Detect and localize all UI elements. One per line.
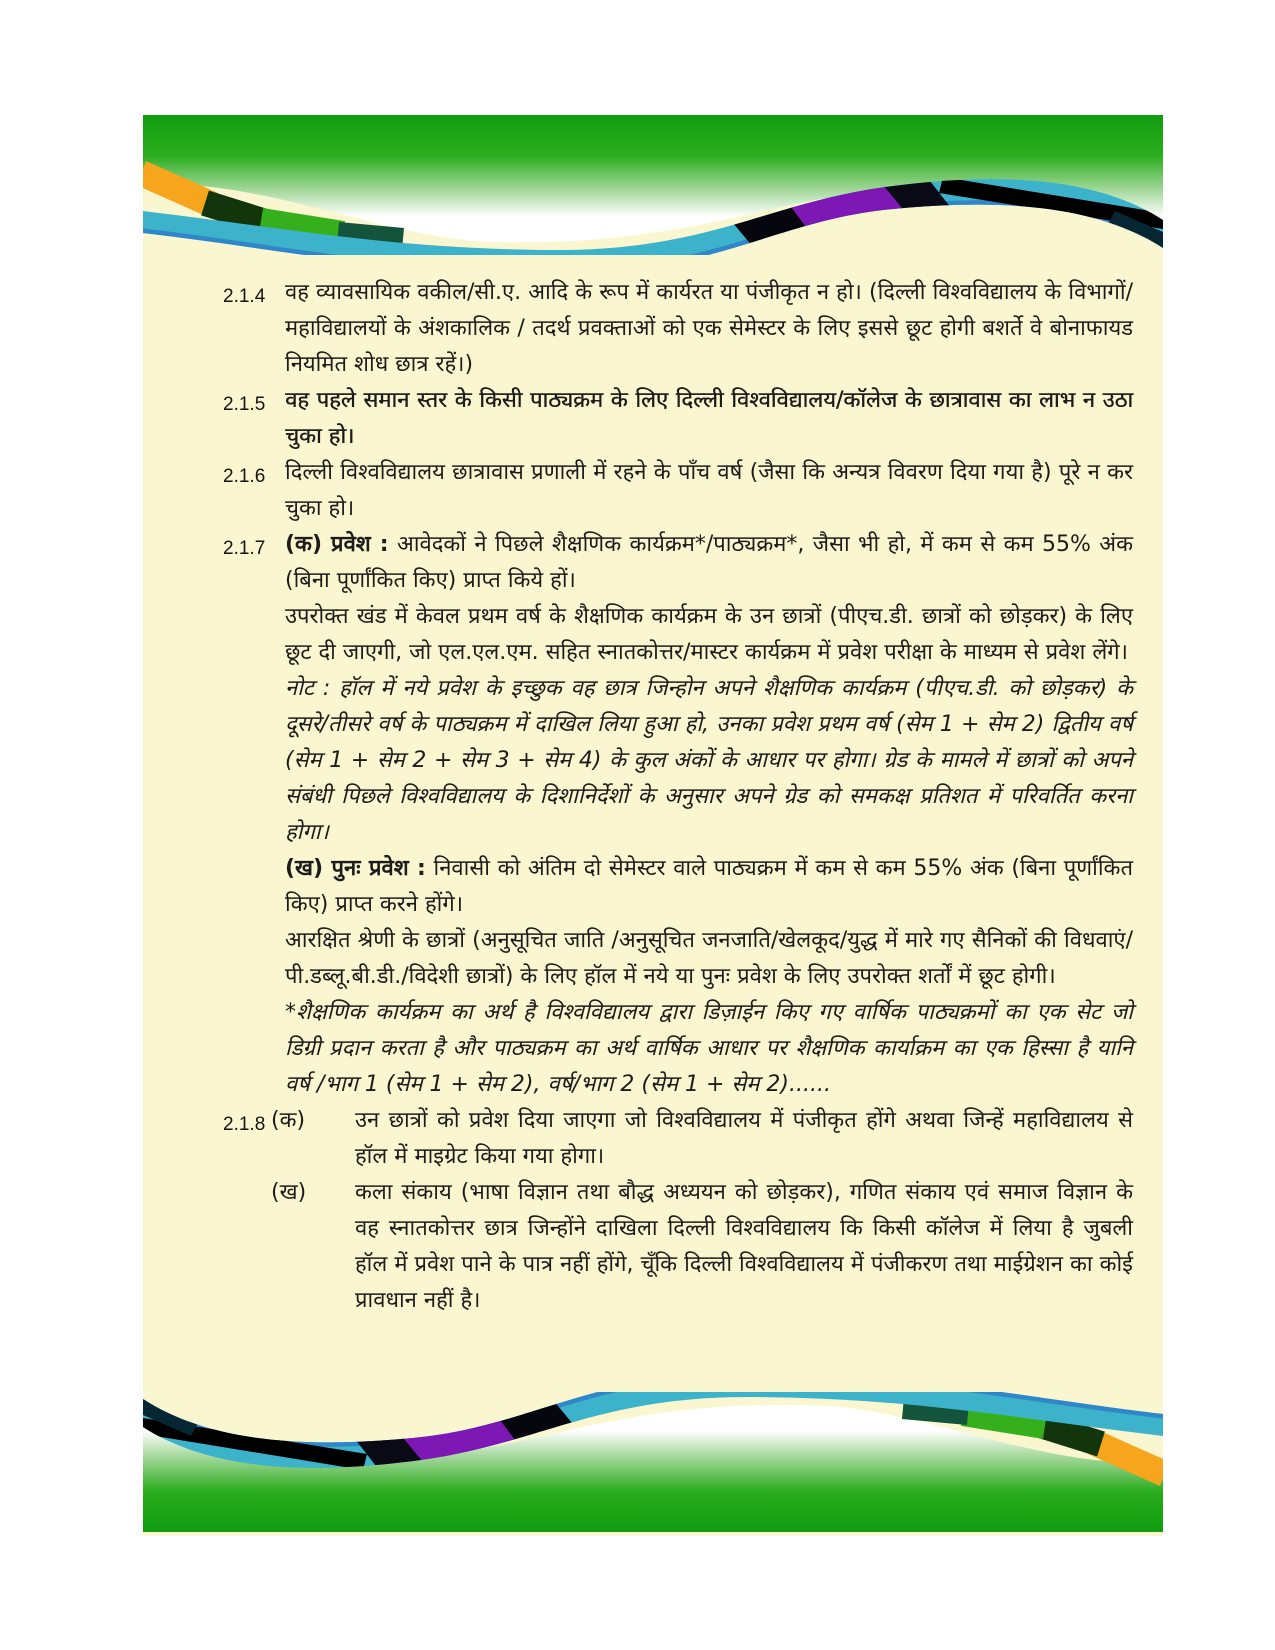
document-text-block [223,275,1133,1319]
clause-text: वह पहले समान स्तर के किसी पाठ्यक्रम के लिए दिल्ली विश्वविद्यालय/कॉलेज के छात्रावास का लाभ न उठा चुका हो। [285,388,1133,449]
admission-paragraph [285,527,1133,599]
relaxation-paragraph: उपरोक्त खंड में केवल प्रथम वर्ष के शैक्षणिक कार्यक्रम के उन छात्रों (पीएच.डी. छात्रों को छोड़कर) के लिए छूट दी जाएगी, जो एल.एल.एम. सहित स्नातकोत्तर/मास्टर कार्यक्रम में प्रवेश परीक्षा के माध्यम से प्रवेश लेंगे। [285,604,1133,665]
clause-2-1-6 [223,455,1133,527]
bottom-wave-decoration [143,1392,1163,1532]
clause-2-1-5 [223,383,1133,455]
subclause-a-text: उन छात्रों को प्रवेश दिया जाएगा जो विश्वविद्यालय में पंजीकृत होंगे अथवा जिन्हें महाविद्यालय से हॉल में माइग्रेट किया गया होगा। [355,1108,1133,1169]
paper-content-area [143,115,1163,1536]
subclause-a [271,1103,1133,1175]
admission-label: (क) प्रवेश : [285,532,389,557]
reserved-category-paragraph: आरक्षित श्रेणी के छात्रों (अनुसूचित जाति /अनुसूचित जनजाति/खेलकूद/युद्ध में मारे गए सैनिकों की विधवाएं/पी.डब्लू.बी.डी./विदेशी छात्रों) के लिए हॉल में नये या पुनः प्रवेश के लिए उपरोक्त शर्तों में छूट होगी। [285,928,1133,989]
note-paragraph: नोट : हॉल में नये प्रवेश के इच्छुक वह छात्र जिन्होन अपने शैक्षणिक कार्यक्रम (पीएच.डी. को छोड़कर) के दूसरे/तीसरे वर्ष के पाठ्यक्रम में दाखिल लिया हुआ हो, उनका प्रवेश प्रथम वर्ष (सेम 1 + सेम 2) द्वितीय वर्ष (सेम 1 + सेम 2 + सेम 3 + सेम 4) के कुल अंकों के आधार पर होगा। ग्रेड के मामले में छात्रों को अपने संबंधी पिछले विश्वविद्यालय के दिशानिर्देशों के अनुसार अपने ग्रेड को समकक्ष प्रतिशत में परिवर्तित करना होगा। [285,676,1133,845]
admission-text: आवेदकों ने पिछले शैक्षणिक कार्यक्रम*/पाठ्यक्रम*, जैसा भी हो, में कम से कम 55% अंक (बिना पूर्णांकित किए) प्राप्त किये हों। [285,532,1133,593]
subclause-b [271,1175,1133,1319]
clause-body [285,527,1133,1103]
clause-number: 2.1.4 [223,286,266,307]
clause-text: वह व्यावसायिक वकील/सी.ए. आदि के रूप में कार्यरत या पंजीकृत न हो। (दिल्ली विश्वविद्यालय के विभागों/ महाविद्यालयों के अंशकालिक / तदर्थ प्रवक्ताओं को एक सेमेस्टर के लिए इससे छूट होगी बशर्ते वे बोनाफायड नियमित शोध छात्र रहें।) [285,280,1133,377]
readmission-label: (ख) पुनः प्रवेश : [285,856,426,881]
readmission-paragraph [285,851,1133,923]
clause-number: 2.1.6 [223,466,266,487]
clause-text: दिल्ली विश्वविद्यालय छात्रावास प्रणाली में रहने के पाँच वर्ष (जैसा कि अन्यत्र विवरण दिया गया है) पूरे न कर चुका हो। [285,460,1133,521]
subclause-b-label: (ख) [271,1180,307,1205]
readmission-text: निवासी को अंतिम दो सेमेस्टर वाले पाठ्यक्रम में कम से कम 55% अंक (बिना पूर्णांकित किए) प्राप्त करने होंगे। [285,856,1133,917]
clause-2-1-8 [223,1103,1133,1319]
clause-number: 2.1.5 [223,394,266,415]
clause-number: 2.1.8 [223,1114,266,1135]
subclause-b-text: कला संकाय (भाषा विज्ञान तथा बौद्ध अध्ययन को छोड़कर), गणित संकाय एवं समाज विज्ञान के वह स्नातकोत्तर छात्र जिन्होंने दाखिला दिल्ली विश्वविद्यालय कि किसी कॉलेज में लिया है जुबली हॉल में प्रवेश पाने के पात्र नहीं होंगे, चूँकि दिल्ली विश्वविद्यालय में पंजीकरण तथा माईग्रेशन का कोई प्रावधान नहीं है। [355,1180,1133,1313]
clause-body [271,1103,1133,1319]
top-wave-decoration [143,115,1163,255]
clause-number: 2.1.7 [223,538,266,559]
clause-2-1-4 [223,275,1133,383]
clause-2-1-7 [223,527,1133,1103]
footnote-paragraph: *शैक्षणिक कार्यक्रम का अर्थ है विश्वविद्यालय द्वारा डिज़ाईन किए गए वार्षिक पाठ्यक्रमों का एक सेट जो डिग्री प्रदान करता है और पाठ्यक्रम का अर्थ वार्षिक आधार पर शैक्षणिक कार्याक्रम का एक हिस्सा है यानि वर्ष /भाग 1 (सेम 1 + सेम 2), वर्ष/भाग 2 (सेम 1 + सेम 2)...... [285,1000,1133,1097]
subclause-a-label: (क) [271,1108,306,1133]
